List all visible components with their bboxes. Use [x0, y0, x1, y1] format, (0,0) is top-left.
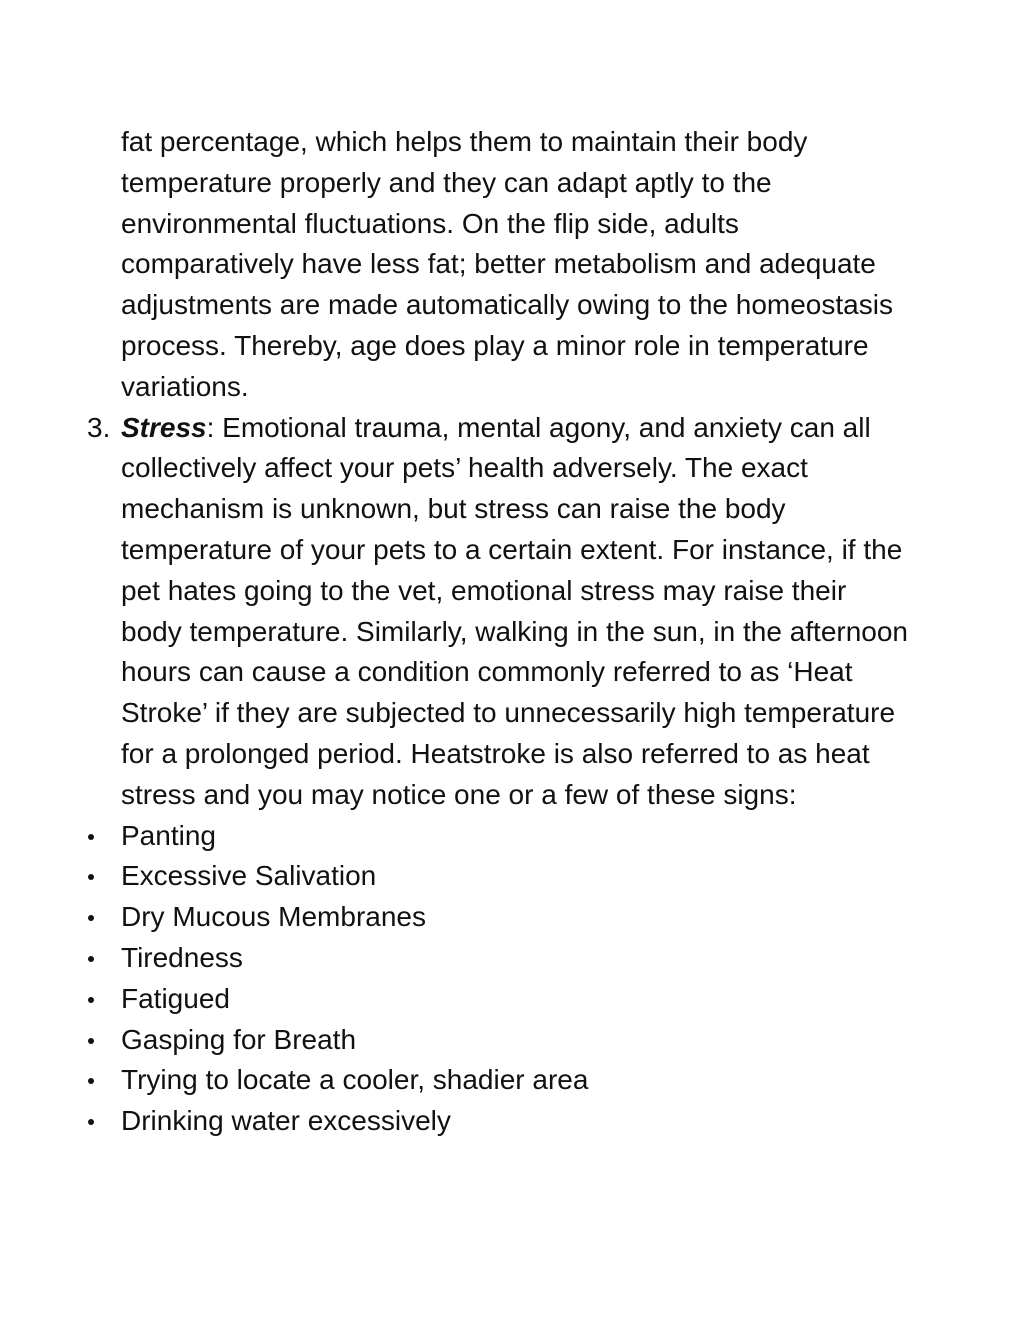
bullet-icon — [88, 956, 94, 962]
list-item — [121, 979, 911, 1020]
sign-label: Trying to locate a cooler, shadier area — [121, 1064, 589, 1096]
item-term: Stress — [121, 411, 207, 443]
continuation-paragraph: fat percentage, which helps them to maintain their body temperature properly and they can adapt aptly to the environmental fluctuations. On the flip side, adults comparatively have less fat; better metabolism and adequate adjustments are made automatically owing to the homeostasis process. Thereby, age does play a minor role in temperature variations. — [121, 126, 893, 402]
list-item — [121, 897, 911, 938]
bullet-icon — [88, 1078, 94, 1084]
list-item — [121, 938, 911, 979]
numbered-item-stress — [87, 408, 911, 816]
list-item — [121, 1020, 911, 1061]
bullet-icon — [88, 997, 94, 1003]
document-body — [87, 122, 911, 1142]
bullet-icon — [88, 915, 94, 921]
sign-label: Drinking water excessively — [121, 1105, 451, 1137]
item-description: : Emotional trauma, mental agony, and anxiety can all collectively affect your pets’ health adversely. The exact mechanism is unknown, but stress can raise the body temperature of your pets to a certain extent. For instance, if the pet hates going to the vet, emotional stress may raise their body temperature. Similarly, walking in the sun, in the afternoon hours can cause a condition commonly referred to as ‘Heat Stroke’ if they are subjected to unnecessarily high temperature for a prolonged period. Heatstroke is also referred to as heat stress and you may notice one or a few of these signs: — [121, 411, 909, 810]
signs-list — [121, 816, 911, 1142]
sign-label: Excessive Salivation — [121, 860, 377, 892]
list-item — [121, 856, 911, 897]
sign-label: Dry Mucous Membranes — [121, 901, 426, 933]
bullet-icon — [88, 1119, 94, 1125]
list-item — [121, 1101, 911, 1142]
list-item — [121, 1060, 911, 1101]
list-item — [121, 816, 911, 857]
sign-label: Panting — [121, 819, 216, 851]
sign-label: Gasping for Breath — [121, 1023, 357, 1055]
sign-label: Tiredness — [121, 941, 243, 973]
bullet-icon — [88, 874, 94, 880]
sign-label: Fatigued — [121, 982, 230, 1014]
bullet-icon — [88, 834, 94, 840]
item-number: 3. — [87, 411, 111, 443]
bullet-icon — [88, 1038, 94, 1044]
